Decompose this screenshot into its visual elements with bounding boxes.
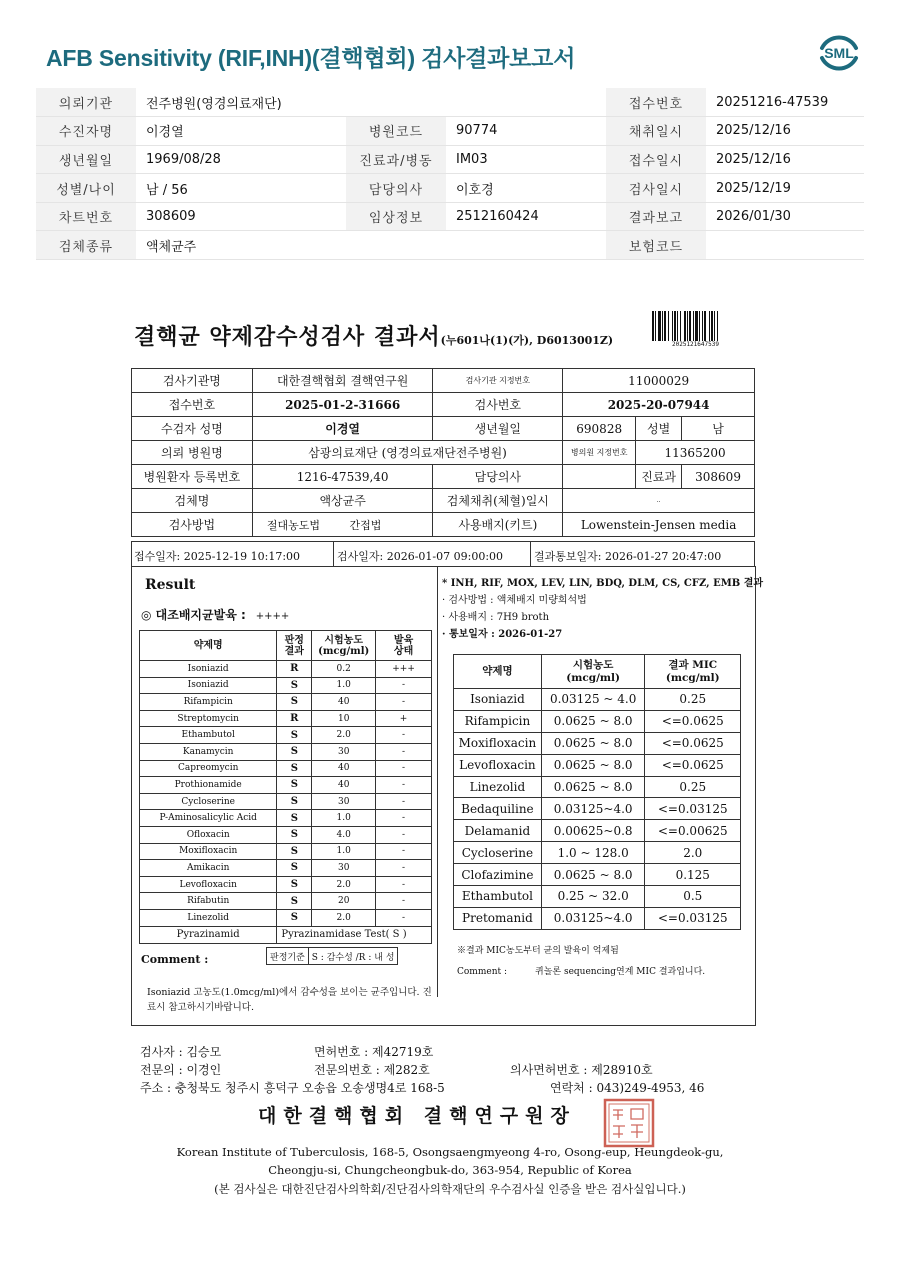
field-label: 차트번호: [36, 202, 136, 231]
drug-conc: 30: [312, 860, 376, 877]
drug-conc: 40: [312, 777, 376, 794]
mic-range: 0.0625 ~ 8.0: [541, 776, 645, 798]
mic-drug: Clofazimine: [454, 864, 542, 886]
mic-header-range: 시험농도 (mcg/ml): [541, 655, 645, 689]
mic-row: [454, 710, 741, 732]
drug-name: Isoniazid: [140, 661, 277, 678]
drug-row: [140, 777, 432, 794]
dob-value: 690828: [563, 417, 636, 441]
drug-result: S: [277, 860, 312, 877]
license-no: 면허번호 : 제42719호: [314, 1045, 434, 1059]
field-value: 90774: [446, 117, 606, 146]
drug-conc: 1.0: [312, 810, 376, 827]
drug-name: Ofloxacin: [140, 826, 277, 843]
drug-growth: -: [376, 760, 432, 777]
mic-range: 0.00625~0.8: [541, 820, 645, 842]
receipt-value: 2025-01-2-31666: [252, 393, 433, 417]
patient-row: [36, 202, 864, 231]
field-value: 전주병원(영경의료재단): [136, 88, 346, 117]
mic-row: [454, 820, 741, 842]
mic-row: [454, 864, 741, 886]
drug-result: S: [277, 909, 312, 926]
test-no-label: 검사번호: [433, 393, 563, 417]
drug-result: S: [277, 876, 312, 893]
drug-row: [140, 793, 432, 810]
mic-comment-label: Comment :: [457, 967, 508, 977]
drug-name: Prothionamide: [140, 777, 277, 794]
mic-mic: <=0.00625: [645, 820, 741, 842]
sex-label: 성별: [636, 417, 682, 441]
drug-result: S: [277, 826, 312, 843]
patient-row: [36, 231, 864, 260]
mic-row: [454, 798, 741, 820]
field-value: 2025/12/16: [706, 145, 864, 174]
footer-line-2: Cheongju-si, Chungcheongbuk-do, 363-954, Republic of Korea: [268, 1163, 632, 1177]
collect-value: ..: [563, 489, 755, 513]
field-label: 수진자명: [36, 117, 136, 146]
phone: 연락처 : 043)249-4953, 46: [550, 1081, 705, 1095]
control-growth-label: ◎ 대조배지균발육 :: [141, 608, 246, 622]
field-label: 생년월일: [36, 145, 136, 174]
mic-row: [454, 754, 741, 776]
mic-range: 0.0625 ~ 8.0: [541, 754, 645, 776]
mic-drug: Pretomanid: [454, 907, 542, 929]
drug-result: S: [277, 893, 312, 910]
mic-table: [453, 654, 741, 930]
footer-line-1: Korean Institute of Tuberculosis, 168-5, Osongsaengmyeong 4-ro, Osong-eup, Heungdeok-gu,: [176, 1145, 724, 1159]
drug-result: R: [277, 710, 312, 727]
mic-range: 0.0625 ~ 8.0: [541, 710, 645, 732]
patient-row: [36, 117, 864, 146]
drug-row: [140, 661, 432, 678]
drug-conc: 2.0: [312, 727, 376, 744]
test-date: 검사일자: 2026-01-07 09:00:00: [337, 550, 504, 563]
receipt-label: 접수번호: [132, 393, 253, 417]
empty-cell: [346, 88, 446, 117]
lab-id-value: 11000029: [563, 369, 755, 393]
specimen-value: 액상균주: [252, 489, 433, 513]
reg-label: 병원환자 등록번호: [132, 465, 253, 489]
patient-row: [36, 88, 864, 117]
specialist-no: 전문의번호 : 제282호: [314, 1063, 430, 1077]
drug-conc: 30: [312, 793, 376, 810]
lab-id-label: 검사기관 지정번호: [433, 369, 563, 393]
mic-drug: Ethambutol: [454, 886, 542, 908]
drug-row: [140, 727, 432, 744]
control-growth-value: ++++: [255, 611, 290, 622]
field-label: 진료과/병동: [346, 145, 446, 174]
drug-conc: 40: [312, 760, 376, 777]
drug-result: S: [277, 694, 312, 711]
drug-growth: -: [376, 677, 432, 694]
patient-label: 수검자 성명: [132, 417, 253, 441]
mic-drug: Levofloxacin: [454, 754, 542, 776]
mic-range: 0.0625 ~ 8.0: [541, 864, 645, 886]
mic-mic: 0.25: [645, 776, 741, 798]
drug-growth: -: [376, 793, 432, 810]
drug-conc: 40: [312, 694, 376, 711]
mic-note: ※결과 MIC농도부터 균의 발육이 억제됨: [457, 946, 619, 956]
drug-row: [140, 710, 432, 727]
drug-conc: 10: [312, 710, 376, 727]
mic-range: 0.25 ~ 32.0: [541, 886, 645, 908]
institute-name: 대한결핵협회 결핵연구원장: [258, 1105, 576, 1127]
sex-value: 남: [682, 417, 755, 441]
field-value: 액체균주: [136, 231, 346, 260]
report-title: [134, 320, 613, 351]
empty-cell: [446, 231, 606, 260]
drug-growth: -: [376, 876, 432, 893]
field-value: 2025/12/16: [706, 117, 864, 146]
drug-conc: 1.0: [312, 843, 376, 860]
drug-table: [139, 630, 432, 944]
mic-row: [454, 732, 741, 754]
mic-drug: Linezolid: [454, 776, 542, 798]
drug-name: Cycloserine: [140, 793, 277, 810]
liquid-method: · 검사방법 : 액체배지 미량희석법: [442, 595, 587, 606]
media-value: Lowenstein-Jensen media: [563, 513, 755, 537]
doctor-license-no: 의사면허번호 : 제28910호: [510, 1063, 653, 1077]
drug-name: Isoniazid: [140, 677, 277, 694]
mic-mic: 0.125: [645, 864, 741, 886]
drug-result: S: [277, 843, 312, 860]
lab-label: 검사기관명: [132, 369, 253, 393]
liquid-media: · 사용배지 : 7H9 broth: [442, 612, 550, 623]
mic-range: 0.03125~4.0: [541, 907, 645, 929]
field-value: 20251216-47539: [706, 88, 864, 117]
drug-conc: 0.2: [312, 661, 376, 678]
drug-growth: +++: [376, 661, 432, 678]
drug-growth: -: [376, 694, 432, 711]
patient-info-table: [36, 88, 864, 260]
barcode-number: 2025121647539: [672, 341, 719, 348]
receipt-date: 접수일자: 2025-12-19 10:17:00: [134, 550, 301, 563]
drug-result: S: [277, 727, 312, 744]
field-value: [706, 231, 864, 260]
drug-result: S: [277, 760, 312, 777]
drug-name: Linezolid: [140, 909, 277, 926]
drug-name: Capreomycin: [140, 760, 277, 777]
specimen-label: 검체명: [132, 489, 253, 513]
mic-row: [454, 907, 741, 929]
drug-row: [140, 826, 432, 843]
field-value: 2026/01/30: [706, 202, 864, 231]
mic-mic: <=0.03125: [645, 907, 741, 929]
mic-mic: 2.0: [645, 842, 741, 864]
dob-label: 생년월일: [433, 417, 563, 441]
drug-name: Moxifloxacin: [140, 843, 277, 860]
lab-value: 대한결핵협회 결핵연구원: [252, 369, 433, 393]
drug-growth: -: [376, 860, 432, 877]
mic-mic: <=0.03125: [645, 798, 741, 820]
mic-drug: Rifampicin: [454, 710, 542, 732]
mic-mic: <=0.0625: [645, 732, 741, 754]
drug-result: S: [277, 677, 312, 694]
drug-header-result: 판정 결과: [277, 631, 312, 661]
comment-label: Comment :: [141, 953, 209, 966]
comment-text: Isoniazid 고농도(1.0mcg/ml)에서 감수성을 보이는 균주입니다. 진료시 참고하시기바랍니다.: [147, 987, 432, 1013]
field-label: 검체종류: [36, 231, 136, 260]
drug-header-conc: 시험농도 (mcg/ml): [312, 631, 376, 661]
field-label: 검사일시: [606, 174, 706, 203]
drug-growth: -: [376, 826, 432, 843]
report-info-table: [131, 368, 755, 537]
field-label: 결과보고: [606, 202, 706, 231]
report-title-code: (누601나(1)(가), D6013001Z): [440, 334, 614, 347]
field-label: 의뢰기관: [36, 88, 136, 117]
field-label: 접수번호: [606, 88, 706, 117]
pza-name: Pyrazinamid: [140, 926, 277, 943]
mic-drug: Isoniazid: [454, 689, 542, 711]
drug-row: [140, 743, 432, 760]
drug-result: S: [277, 793, 312, 810]
field-value: 남 / 56: [136, 174, 346, 203]
mic-mic: 0.5: [645, 886, 741, 908]
result-title: Result: [145, 577, 196, 593]
field-value: 2512160424: [446, 202, 606, 231]
method-value-2: 간접법: [349, 518, 382, 532]
drug-header-name: 약제명: [140, 631, 277, 661]
drug-name: Ethambutol: [140, 727, 277, 744]
drug-conc: 4.0: [312, 826, 376, 843]
drug-conc: 2.0: [312, 876, 376, 893]
drug-growth: +: [376, 710, 432, 727]
field-value: 308609: [136, 202, 346, 231]
test-no-value: 2025-20-07944: [563, 393, 755, 417]
footer-line-3: (본 검사실은 대한진단검사의학회/진단검사의학재단의 우수검사실 인증을 받은 검사실입니다.): [214, 1182, 686, 1196]
mic-range: 0.03125~4.0: [541, 798, 645, 820]
field-value: 2025/12/19: [706, 174, 864, 203]
drug-growth: -: [376, 843, 432, 860]
drug-name: Rifabutin: [140, 893, 277, 910]
field-label: 병원코드: [346, 117, 446, 146]
logo-text: SML: [824, 45, 854, 61]
drug-row: [140, 760, 432, 777]
empty-cell: [346, 231, 446, 260]
drug-name: Rifampicin: [140, 694, 277, 711]
liquid-notes: [442, 575, 763, 643]
empty-cell: [446, 88, 606, 117]
page-title: AFB Sensitivity (RIF,INH)(결핵협회) 검사결과보고서: [46, 45, 576, 71]
pza-test: Pyrazinamidase Test( S ): [277, 926, 432, 943]
mic-drug: Bedaquiline: [454, 798, 542, 820]
drug-name: Kanamycin: [140, 743, 277, 760]
mic-row: [454, 776, 741, 798]
barcode: [652, 311, 746, 341]
mic-drug: Cycloserine: [454, 842, 542, 864]
mic-mic: <=0.0625: [645, 754, 741, 776]
criteria-table: [266, 947, 398, 965]
date-row: [131, 541, 755, 567]
drug-result: S: [277, 743, 312, 760]
mic-header-drug: 약제명: [454, 655, 542, 689]
field-value: 이호경: [446, 174, 606, 203]
specialist: 전문의 : 이경인: [140, 1063, 222, 1077]
mic-range: 0.03125 ~ 4.0: [541, 689, 645, 711]
mic-row: [454, 689, 741, 711]
sml-logo: [816, 30, 862, 76]
drug-row: [140, 677, 432, 694]
drug-header-growth: 발육 상태: [376, 631, 432, 661]
drug-growth: -: [376, 909, 432, 926]
field-value: 이경열: [136, 117, 346, 146]
patient-value: 이경열: [252, 417, 433, 441]
mic-comment: [457, 964, 705, 977]
mic-mic: <=0.0625: [645, 710, 741, 732]
field-value: IM03: [446, 145, 606, 174]
report-title-text: 결핵균 약제감수성검사 결과서: [134, 324, 441, 350]
hospital-id-value: 11365200: [636, 441, 755, 465]
liquid-head: * INH, RIF, MOX, LEV, LIN, BDQ, DLM, CS, CFZ, EMB 결과: [442, 578, 764, 589]
drug-row: [140, 909, 432, 926]
doctor-value: [563, 465, 636, 489]
notify-date: 결과통보일자: 2026-01-27 20:47:00: [534, 550, 722, 563]
drug-conc: 1.0: [312, 677, 376, 694]
method-value-1: 절대농도법: [266, 518, 320, 532]
mic-drug: Delamanid: [454, 820, 542, 842]
field-label: 임상정보: [346, 202, 446, 231]
drug-result: S: [277, 777, 312, 794]
drug-name: Levofloxacin: [140, 876, 277, 893]
field-label: 담당의사: [346, 174, 446, 203]
drug-row: [140, 843, 432, 860]
field-label: 성별/나이: [36, 174, 136, 203]
drug-row: [140, 876, 432, 893]
method-value: [252, 513, 433, 537]
hospital-id-label: 병의원 지정번호: [563, 441, 636, 465]
drug-conc: 2.0: [312, 909, 376, 926]
tester: 검사자 : 김승모: [140, 1045, 222, 1059]
collect-label: 검체채취(체혈)일시: [433, 489, 563, 513]
mic-row: [454, 842, 741, 864]
field-label: 보험코드: [606, 231, 706, 260]
drug-result: R: [277, 661, 312, 678]
control-growth: [141, 606, 289, 623]
drug-row: [140, 810, 432, 827]
hospital-value: 삼광의료재단 (영경의료재단전주병원): [252, 441, 562, 465]
field-label: 접수일시: [606, 145, 706, 174]
field-value: 1969/08/28: [136, 145, 346, 174]
drug-name: Amikacin: [140, 860, 277, 877]
patient-row: [36, 174, 864, 203]
drug-name: Streptomycin: [140, 710, 277, 727]
liquid-notify: · 통보일자 : 2026-01-27: [442, 629, 563, 640]
drug-conc: 30: [312, 743, 376, 760]
drug-growth: -: [376, 893, 432, 910]
reg-value: 1216-47539,40: [252, 465, 433, 489]
mic-drug: Moxifloxacin: [454, 732, 542, 754]
drug-growth: -: [376, 743, 432, 760]
drug-growth: -: [376, 727, 432, 744]
criteria-value: S : 감수성 /R : 내 성: [308, 948, 398, 965]
mic-header-mic: 결과 MIC (mcg/ml): [645, 655, 741, 689]
drug-result: S: [277, 810, 312, 827]
drug-conc: 20: [312, 893, 376, 910]
mic-range: 0.0625 ~ 8.0: [541, 732, 645, 754]
mic-row: [454, 886, 741, 908]
mic-comment-text: 퀴놀론 sequencing연계 MIC 결과입니다.: [535, 967, 706, 977]
dept-label: 진료과: [636, 465, 682, 489]
patient-row: [36, 145, 864, 174]
criteria-label: 판정기준: [267, 948, 309, 965]
drug-name: P-Aminosalicylic Acid: [140, 810, 277, 827]
dept-value: 308609: [682, 465, 755, 489]
field-label: 채취일시: [606, 117, 706, 146]
mic-mic: 0.25: [645, 689, 741, 711]
mic-range: 1.0 ~ 128.0: [541, 842, 645, 864]
drug-growth: -: [376, 810, 432, 827]
drug-row: [140, 860, 432, 877]
media-label: 사용배지(키트): [433, 513, 563, 537]
method-label: 검사방법: [132, 513, 253, 537]
doctor-label: 담당의사: [433, 465, 563, 489]
drug-row: [140, 694, 432, 711]
drug-row: [140, 893, 432, 910]
official-seal: [603, 1098, 655, 1148]
drug-growth: -: [376, 777, 432, 794]
address: 주소 : 충청북도 청주시 흥덕구 오송읍 오송생명4로 168-5: [140, 1081, 445, 1095]
hospital-label: 의뢰 병원명: [132, 441, 253, 465]
